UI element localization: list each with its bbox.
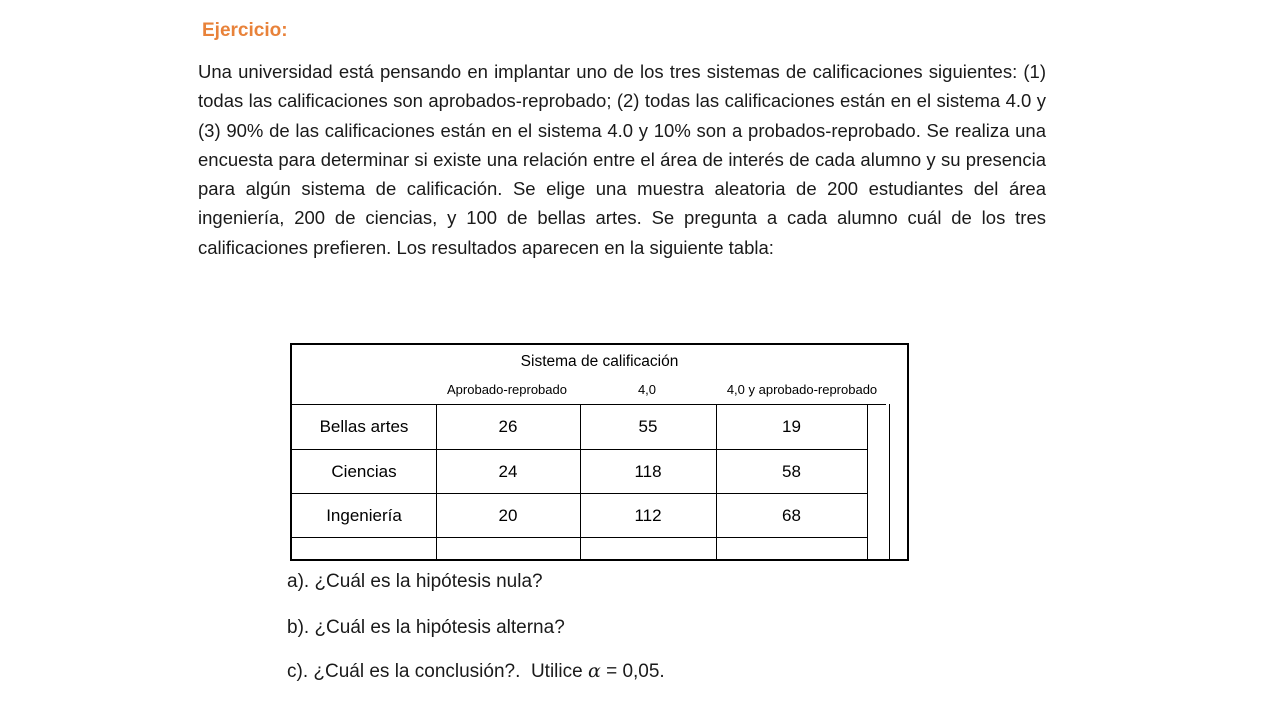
table-cell: 26	[498, 417, 518, 436]
question-b: b). ¿Cuál es la hipótesis alterna?	[287, 617, 565, 638]
table-cell: 24	[498, 461, 518, 481]
table-divider	[889, 404, 890, 561]
column-header-aprobado-reprobado: Aprobado-reprobado	[447, 381, 567, 397]
exercise-title: Ejercicio:	[202, 20, 288, 41]
question-c	[287, 660, 665, 683]
problem-statement: Una universidad está pensando en implantar uno de los tres sistemas de calificaciones siguientes: (1) todas las calificaciones son aprobados-reprobado; (2) todas las calificaciones están en el sistema 4.0 y (3) 90% de las calificaciones están en el sistema 4.0 y 10% son a probados-reprobado. Se realiza una encuesta para determinar si existe una relación entre el área de interés de cada alumno y su presencia para algún sistema de calificación. Se elige una muestra aleatoria de 200 estudiantes del área ingeniería, 200 de ciencias, y 100 de bellas artes. Se pregunta a cada alumno cuál de los tres calificaciones prefieren. Los resultados aparecen en la siguiente tabla:	[198, 61, 1046, 258]
contingency-table	[290, 343, 909, 561]
column-header-4-0-y-aprobado: 4,0 y aprobado-reprobado	[726, 381, 878, 397]
table-cell: 20	[498, 505, 518, 525]
table-cell: 55	[638, 417, 658, 436]
row-label-ciencias: Ciencias	[331, 461, 397, 481]
table-cell: 58	[782, 461, 801, 481]
table-cell: 112	[634, 505, 662, 525]
table-header-system: Sistema de calificación	[520, 353, 679, 370]
table-divider	[867, 404, 868, 561]
table-cell: 118	[634, 461, 662, 481]
row-label-bellas-artes: Bellas artes	[319, 417, 409, 436]
question-a: a). ¿Cuál es la hipótesis nula?	[287, 571, 543, 592]
table-cell: 68	[782, 505, 801, 525]
question-c-text: c). ¿Cuál es la conclusión?. Utilice	[287, 661, 588, 682]
column-header-4-0: 4,0	[637, 381, 657, 397]
question-c-value: = 0,05.	[600, 661, 665, 682]
alpha-symbol: α	[587, 660, 601, 682]
table-cell: 19	[782, 417, 801, 436]
row-label-ingenieria: Ingeniería	[326, 505, 402, 525]
